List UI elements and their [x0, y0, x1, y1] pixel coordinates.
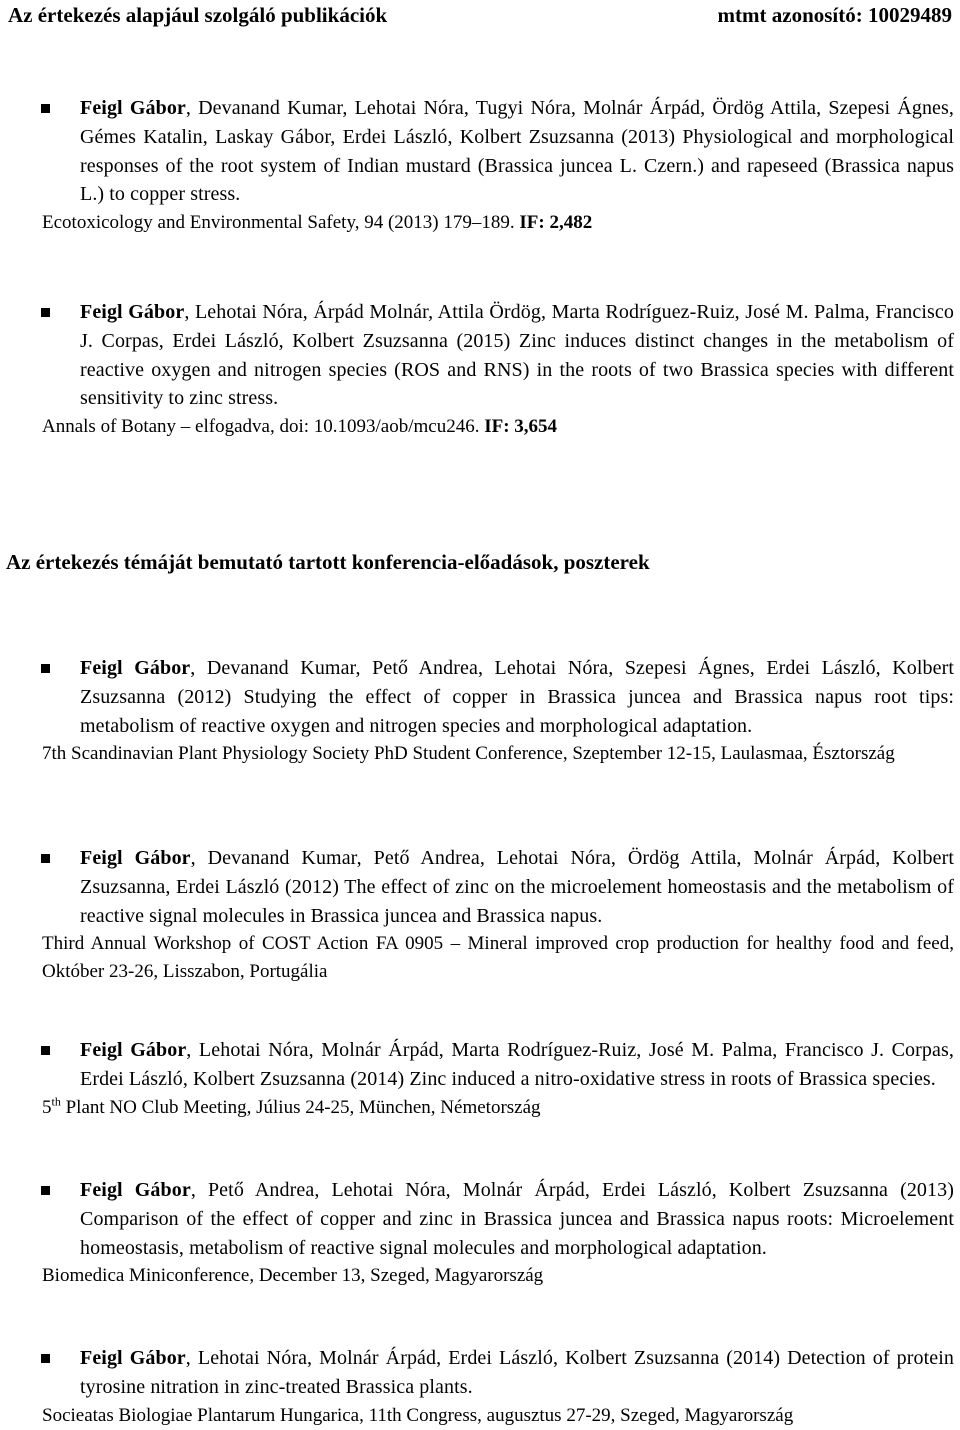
- conference-text: [80, 1176, 954, 1262]
- publication-venue: [42, 413, 954, 441]
- conference-body: , Devanand Kumar, Pető Andrea, Lehotai Nóra, Szepesi Ágnes, Erdei László, Kolbert Zsuzsanna (2012) Studying the effect of copper in Brassica juncea and Brassica napus root tips: metabolism of reactive oxygen and nitrogen species and morphological adaptation.: [80, 657, 954, 737]
- publication-text: [80, 94, 954, 209]
- conference-lead-author: Feigl Gábor: [80, 1347, 186, 1369]
- conference-text: [80, 1036, 954, 1094]
- conference-lead-author: Feigl Gábor: [80, 657, 191, 679]
- conference-venue: Third Annual Workshop of COST Action FA 0905 – Mineral improved crop production for healthy food and feed, Október 23-26, Lisszabon, Portugália: [42, 933, 954, 983]
- publication-entry: [0, 94, 960, 237]
- conference-lead-author: Feigl Gábor: [80, 1179, 191, 1201]
- publication-body: , Devanand Kumar, Lehotai Nóra, Tugyi Nóra, Molnár Árpád, Ördög Attila, Szepesi Ágnes, Gémes Katalin, Laskay Gábor, Erdei László, Kolbert Zsuzsanna (2013) Physiological and morphological responses of the root system of Indian mustard (Brassica juncea L. Czern.) and rapeseed (Brassica napus L.) to copper stress.: [80, 97, 955, 206]
- conference-text: [80, 844, 954, 930]
- venue-text: Ecotoxicology and Environmental Safety, 94 (2013) 179–189.: [42, 212, 520, 234]
- conference-entry: [0, 844, 960, 986]
- conference-venue: 7th Scandinavian Plant Physiology Society PhD Student Conference, Szeptember 12-15, Laulasmaa, Észtország: [42, 743, 895, 765]
- impact-factor: IF: 3,654: [484, 416, 558, 438]
- conference-text: [80, 654, 954, 740]
- conference-entry: [0, 1036, 960, 1122]
- venue-ordinal-number: 5: [42, 1096, 52, 1118]
- conference-venue: Socieatas Biologiae Plantarum Hungarica, 11th Congress, augusztus 27-29, Szeged, Magyarország: [42, 1404, 794, 1426]
- publication-entry: [0, 298, 960, 441]
- header-left-title: Az értekezés alapjául szolgáló publikációk: [8, 2, 388, 27]
- publication-lead-author: Feigl Gábor: [80, 97, 186, 119]
- header-right-id: mtmt azonosító: 10029489: [717, 2, 952, 27]
- conference-body: , Lehotai Nóra, Molnár Árpád, Marta Rodríguez-Ruiz, José M. Palma, Francisco J. Corpas, Erdei László, Kolbert Zsuzsanna (2014) Zinc induced a nitro-oxidative stress in roots of Brassica species.: [80, 1039, 954, 1090]
- conference-lead-author: Feigl Gábor: [80, 847, 191, 869]
- page-header: [8, 0, 952, 30]
- bullet-marker: [41, 854, 50, 863]
- publication-text: [80, 298, 954, 413]
- section-title: Az értekezés témáját bemutató tartott konferencia-előadások, poszterek: [6, 550, 650, 574]
- venue-text: Plant NO Club Meeting, Július 24-25, München, Németország: [60, 1096, 541, 1118]
- bullet-marker: [41, 308, 50, 317]
- conference-entry: [0, 1176, 960, 1290]
- bullet-marker: [41, 1046, 50, 1055]
- bullet-marker: [41, 1186, 50, 1195]
- venue-text: Annals of Botany – elfogadva, doi: 10.1093/aob/mcu246.: [42, 416, 485, 438]
- conference-body: , Lehotai Nóra, Molnár Árpád, Erdei László, Kolbert Zsuzsanna (2014) Detection of protein tyrosine nitration in zinc-treated Brassica plants.: [80, 1347, 954, 1398]
- conference-entry: [0, 1344, 960, 1430]
- publication-lead-author: Feigl Gábor: [80, 301, 185, 323]
- conference-entry: [0, 654, 960, 768]
- impact-factor: IF: 2,482: [519, 212, 593, 234]
- bullet-marker: [41, 104, 50, 113]
- bullet-marker: [41, 664, 50, 673]
- bullet-marker: [41, 1354, 50, 1363]
- conference-venue: Biomedica Miniconference, December 13, Szeged, Magyarország: [42, 1265, 544, 1287]
- conference-venue: [42, 1094, 954, 1122]
- publication-body: , Lehotai Nóra, Árpád Molnár, Attila Ördög, Marta Rodríguez-Ruiz, José M. Palma, Francisco J. Corpas, Erdei László, Kolbert Zsuzsanna (2015) Zinc induces distinct changes in the metabolism of reactive oxygen and nitrogen species (ROS and RNS) in the roots of two Brassica species with different sensitivity to zinc stress.: [80, 301, 954, 410]
- conference-body: , Devanand Kumar, Pető Andrea, Lehotai Nóra, Ördög Attila, Molnár Árpád, Kolbert Zsuzsanna, Erdei László (2012) The effect of zinc on the microelement homeostasis and the metabolism of reactive signal molecules in Brassica juncea and Brassica napus.: [80, 847, 954, 927]
- conference-text: [80, 1344, 954, 1402]
- conference-body: , Pető Andrea, Lehotai Nóra, Molnár Árpád, Erdei László, Kolbert Zsuzsanna (2013) Comparison of the effect of copper and zinc in Brassica juncea and Brassica napus roots: Microelement homeostasis, metabolism of reactive signal molecules and morphological adaptation.: [80, 1179, 954, 1259]
- venue-ordinal-suffix: th: [51, 1094, 61, 1109]
- conference-lead-author: Feigl Gábor: [80, 1039, 187, 1061]
- publication-venue: [42, 209, 954, 237]
